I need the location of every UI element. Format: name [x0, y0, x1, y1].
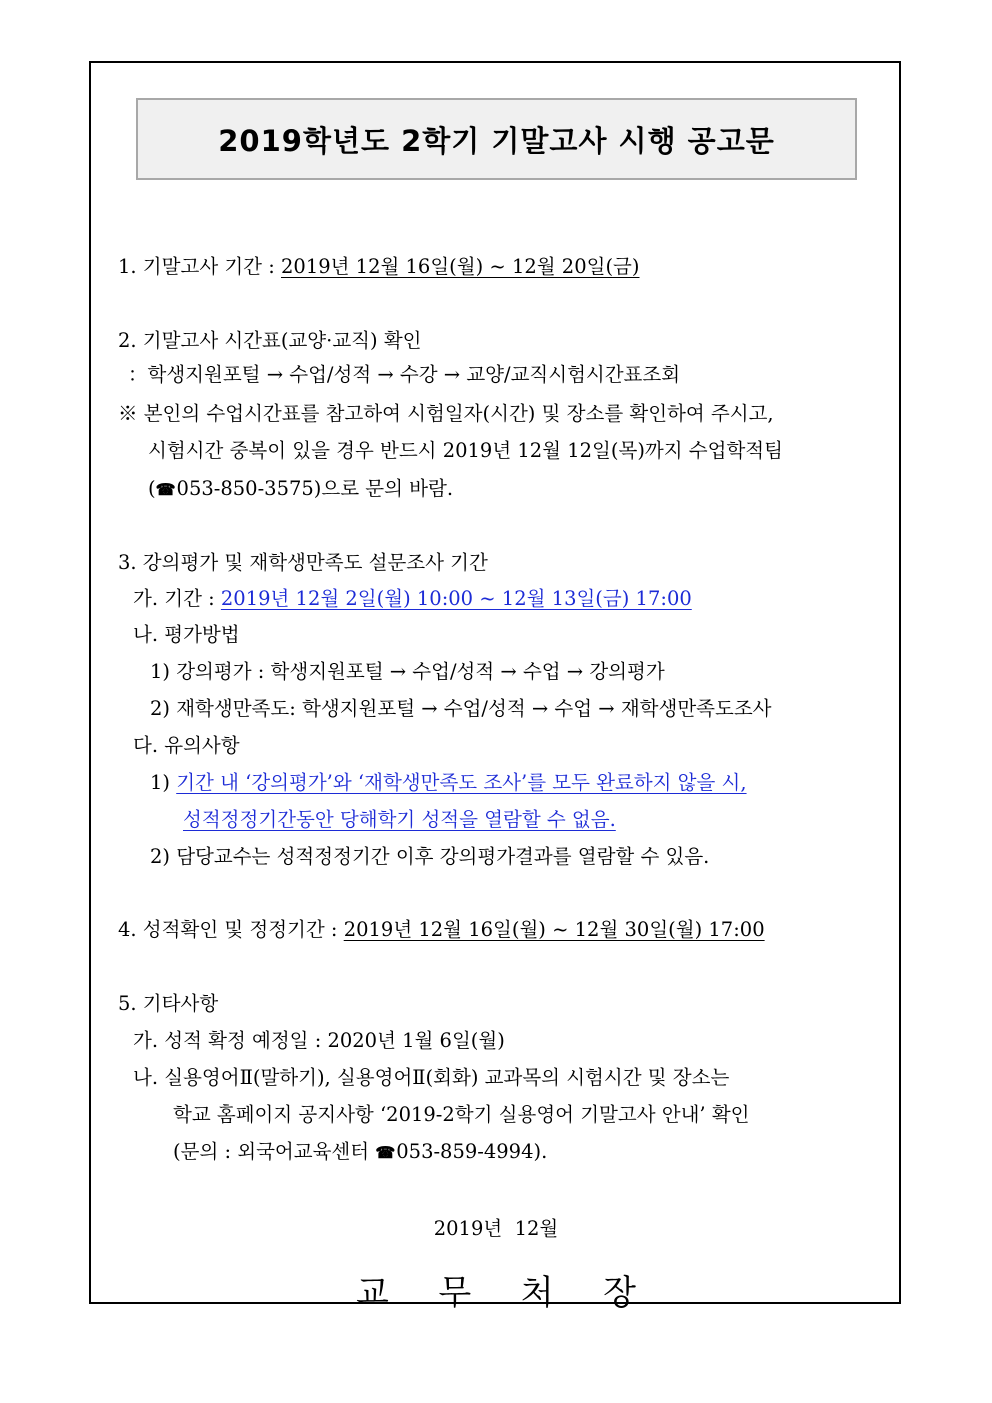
language-center-phone: 053-859-4994	[396, 1140, 534, 1163]
notice-line1-text: ※ 본인의 수업시간표를 참고하여 시험일자(시간) 및 장소를 확인하여 주시고,	[118, 402, 774, 425]
grade-confirm-date: 가. 성적 확정 예정일 : 2020년 1월 6일(월)	[133, 1029, 505, 1052]
notice-line2: 시험시간 중복이 있을 경우 반드시 2019년 12월 12일(목)까지 수업학적팀	[148, 439, 783, 462]
method-heading: 나. 평가방법	[133, 623, 240, 646]
issuing-office	[356, 1265, 636, 1314]
notice-line1	[118, 401, 886, 427]
exam-period: 2019년 12월 16일(월) ~ 12월 20일(금)	[281, 255, 640, 278]
office-char-1: 교	[356, 1273, 389, 1313]
section4-line	[118, 917, 765, 943]
office-char-3: 처	[520, 1273, 554, 1313]
timetable-path: ：학생지원포털 → 수업/성적 → 수강 → 교양/교직시험시간표조회	[128, 363, 681, 386]
caution1-text2: 성적정정기간동안 당해학기 성적을 열람할 수 없음.	[183, 808, 616, 831]
notice-paren-open: (	[148, 477, 156, 500]
section2-heading: 2. 기말고사 시간표(교양·교직) 확인	[118, 329, 422, 352]
document-title: 2019학년도 2학기 기말고사 시행 공고문	[218, 123, 775, 158]
notice-line3	[148, 476, 453, 503]
contact-tail: ).	[533, 1140, 548, 1163]
method-satisfaction-survey: 2) 재학생만족도: 학생지원포털 → 수업/성적 → 수업 → 재학생만족도조사	[150, 697, 772, 720]
academic-team-phone: 053-850-3575	[176, 477, 314, 500]
section3-heading: 3. 강의평가 및 재학생만족도 설문조사 기간	[118, 551, 488, 574]
survey-period-line	[133, 586, 692, 612]
office-char-4: 장	[603, 1273, 636, 1313]
caution1-line2	[183, 807, 616, 833]
english-exam-line1: 나. 실용영어Ⅱ(말하기), 실용영어Ⅱ(회화) 교과목의 시험시간 및 장소는	[133, 1066, 730, 1089]
caution1-text1: 기간 내 ‘강의평가’와 ‘재학생만족도 조사’를 모두 완료하지 않을 시,	[176, 771, 747, 794]
english-exam-line3	[173, 1139, 547, 1166]
grade-correction-period: 2019년 12월 16일(월) ~ 12월 30일(월) 17:00	[343, 918, 765, 941]
caution1-number: 1)	[150, 771, 177, 794]
caution2: 2) 담당교수는 성적정정기간 이후 강의평가결과를 열람할 수 있음.	[150, 845, 710, 868]
survey-period: 2019년 12월 2일(월) 10:00 ~ 12월 13일(금) 17:00	[220, 587, 692, 610]
section4-label: 4. 성적확인 및 정정기간 :	[118, 918, 344, 941]
notice-date: 2019년 12월	[433, 1217, 559, 1240]
section5-heading: 5. 기타사항	[118, 992, 219, 1015]
title-box	[136, 98, 857, 180]
method-lecture-evaluation: 1) 강의평가 : 학생지원포털 → 수업/성적 → 수업 → 강의평가	[150, 660, 665, 683]
survey-period-label: 가. 기간 :	[133, 587, 221, 610]
section1-label: 1. 기말고사 기간 :	[118, 255, 281, 278]
telephone-icon: ☎	[155, 480, 176, 499]
contact-label: (문의 : 외국어교육센터	[173, 1140, 376, 1163]
caution-heading: 다. 유의사항	[133, 734, 240, 757]
telephone-icon: ☎	[375, 1143, 396, 1162]
notice-line3-tail: )으로 문의 바람.	[313, 477, 454, 500]
english-exam-line2: 학교 홈페이지 공지사항 ‘2019-2학기 실용영어 기말고사 안내’ 확인	[173, 1103, 750, 1126]
office-char-2: 무	[438, 1273, 472, 1313]
section1-line	[118, 254, 640, 280]
caution1-line1	[150, 770, 747, 796]
